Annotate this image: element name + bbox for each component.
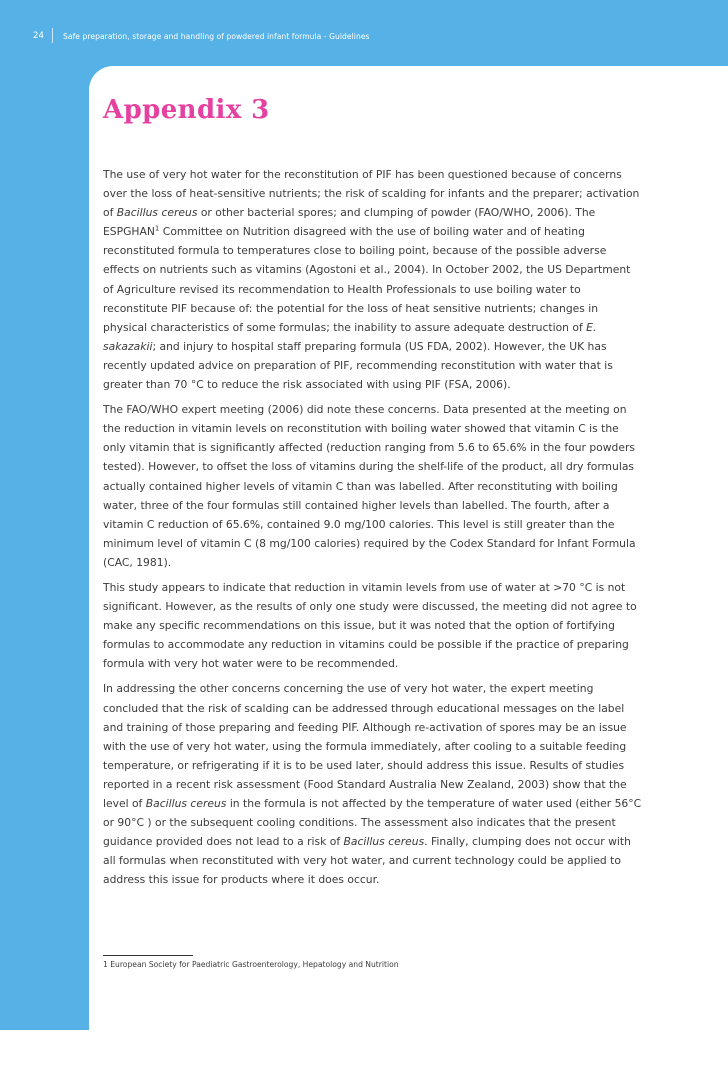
page-header [0, 24, 728, 46]
footnote-reference: 1 [154, 224, 160, 233]
body-text [103, 165, 643, 895]
page-number: 24 [33, 31, 44, 41]
footnote-divider [103, 955, 193, 956]
footnote: 1 European Society for Paediatric Gastroenterology, Hepatology and Nutrition [103, 960, 399, 969]
paragraph: This study appears to indicate that reduction in vitamin levels from use of water at >70 °C is not significant. However, as the results of only one study were discussed, the meeting did not agree to make any specific recommendations on this issue, but it was noted that the option of fortifying formulas to accommodate any reduction in vitamins could be possible if the practice of preparing formula with very hot water were to be recommended. [103, 580, 637, 671]
page-title: Appendix 3 [103, 95, 270, 125]
running-title: Safe preparation, storage and handling of powdered infant formula - Guidelines [63, 32, 370, 41]
paragraph: The use of very hot water for the reconstitution of PIF has been questioned because of concerns over the loss of heat-sensitive nutrients; the risk of scalding for infants and the preparer; activation of Bacillus cereus or other bacterial spores; and clumping of powder (FAO/WHO, 2006). The ESPGHAN$^1$ Committee on Nutrition disagreed with the use of boiling water and of heating reconstituted formula to temperatures close to boiling point, because of the possible adverse effects on nutrients such as vitamins (Agostoni et al., 2004). In October 2002, the US Department of Agriculture revised its recommendation to Health Professionals to use boiling water to reconstitute PIF because of: the potential for the loss of heat sensitive nutrients; changes in physical characteristics of some formulas; the inability to assure adequate destruction of E. sakazakii; and injury to hospital staff preparing formula (US FDA, 2002). However, the UK has recently updated advice on preparation of PIF, recommending reconstitution with water that is greater than 70 °C to reduce the risk associated with using PIF (FSA, 2006). [103, 168, 640, 392]
paragraph: The FAO/WHO expert meeting (2006) did note these concerns. Data presented at the meeting on the reduction in vitamin levels on reconstitution with boiling water showed that vitamin C is the only vitamin that is significantly affected (reduction ranging from 5.6 to 65.6% in the four powders tested). However, to offset the loss of vitamins during the shelf-life of the product, all dry formulas actually contained higher levels of vitamin C than was labelled. After reconstituting with boiling water, three of the four formulas still contained higher levels than labelled. The fourth, after a vitamin C reduction of 65.6%, contained 9.0 mg/100 calories. This level is still greater than the minimum level of vitamin C (8 mg/100 calories) required by the Codex Standard for Infant Formula (CAC, 1981). [103, 403, 636, 569]
paragraph: In addressing the other concerns concerning the use of very hot water, the expert meeting concluded that the risk of scalding can be addressed through educational messages on the label and training of those preparing and feeding PIF. Although re-activation of spores may be an issue with the use of very hot water, using the formula immediately, after cooling to a suitable feeding temperature, or refrigerating if it is to be used later, should address this issue. Results of studies reported in a recent risk assessment (Food Standard Australia New Zealand, 2003) show that the level of Bacillus cereus in the formula is not affected by the temperature of water used (either 56°C or 90°C ) or the subsequent cooling conditions. The assessment also indicates that the present guidance provided does not lead to a risk of Bacillus cereus. Finally, clumping does not occur with all formulas when reconstituted with very hot water, and current technology could be applied to address this issue for products where it does occur. [103, 682, 642, 887]
header-divider [52, 28, 53, 43]
